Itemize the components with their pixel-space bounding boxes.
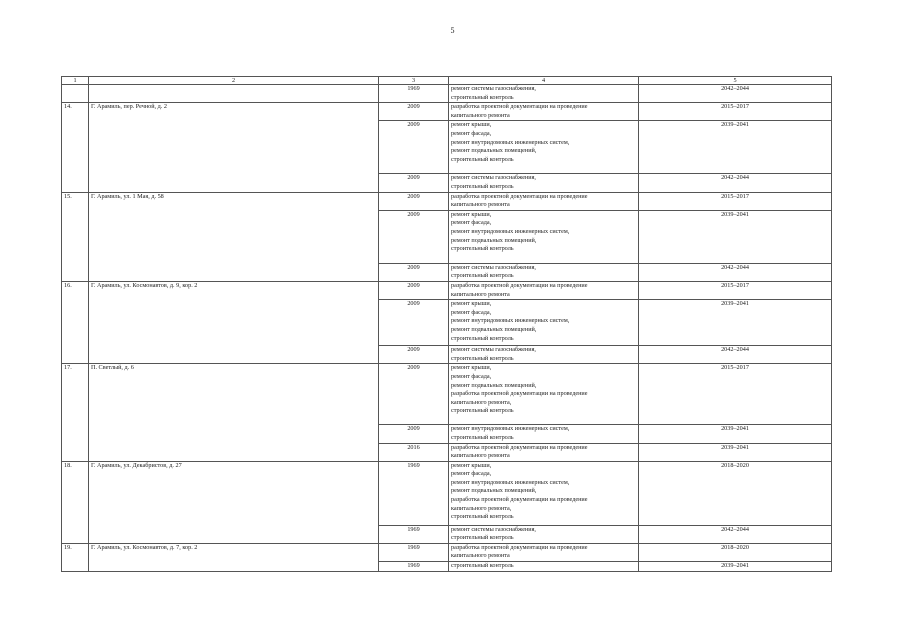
repair-period: 2039–2041 [639, 121, 832, 174]
work-types: разработка проектной документации на проведение капитального ремонта [449, 443, 639, 461]
build-year: 2009 [379, 364, 449, 425]
work-types: строительный контроль [449, 562, 639, 572]
repair-period: 2042–2044 [639, 263, 832, 281]
row-number: 17. [62, 364, 89, 461]
header-cell: 5 [639, 77, 832, 85]
work-types: разработка проектной документации на проведение капитального ремонта [449, 192, 639, 210]
work-types: ремонт крыши, ремонт фасада, ремонт внутридомовых инженерных систем, ремонт подвальных помещений, строительный контроль [449, 121, 639, 174]
table-row [62, 281, 832, 299]
repair-period: 2015–2017 [639, 364, 832, 425]
work-types: ремонт крыши, ремонт фасада, ремонт внутридомовых инженерных систем, ремонт подвальных помещений, строительный контроль [449, 210, 639, 263]
header-cell: 2 [89, 77, 379, 85]
table-row [62, 461, 832, 525]
house-address: П. Светлый, д. 6 [89, 364, 379, 461]
repair-period: 2042–2044 [639, 346, 832, 364]
header-cell: 3 [379, 77, 449, 85]
work-types: ремонт системы газоснабжения, строительный контроль [449, 346, 639, 364]
build-year: 2009 [379, 263, 449, 281]
house-address: Г. Арамиль, ул. Космонавтов, д. 9, кор. 2 [89, 281, 379, 363]
repair-period: 2042–2044 [639, 525, 832, 543]
repair-period: 2042–2044 [639, 85, 832, 103]
work-types: разработка проектной документации на проведение капитального ремонта [449, 281, 639, 299]
house-address: Г. Арамиль, ул. 1 Мая, д. 58 [89, 192, 379, 281]
repair-schedule-table [61, 76, 832, 572]
repair-period: 2018–2020 [639, 461, 832, 525]
row-number [62, 85, 89, 103]
table-header-row [62, 77, 832, 85]
build-year: 2009 [379, 281, 449, 299]
repair-period: 2042–2044 [639, 174, 832, 192]
build-year: 2009 [379, 174, 449, 192]
row-number: 15. [62, 192, 89, 281]
house-address [89, 85, 379, 103]
build-year: 1969 [379, 525, 449, 543]
work-types: разработка проектной документации на проведение капитального ремонта [449, 543, 639, 561]
row-number: 16. [62, 281, 89, 363]
table-row [62, 364, 832, 425]
repair-period: 2039–2041 [639, 443, 832, 461]
row-number: 18. [62, 461, 89, 543]
repair-period: 2015–2017 [639, 281, 832, 299]
table-row [62, 192, 832, 210]
build-year: 1969 [379, 461, 449, 525]
house-address: Г. Арамиль, ул. Декабристов, д. 27 [89, 461, 379, 543]
house-address: Г. Арамиль, пер. Речной, д. 2 [89, 103, 379, 192]
repair-period: 2018–2020 [639, 543, 832, 561]
table-row [62, 85, 832, 103]
build-year: 2009 [379, 346, 449, 364]
work-types: ремонт внутридомовых инженерных систем, строительный контроль [449, 425, 639, 443]
build-year: 2009 [379, 210, 449, 263]
build-year: 1969 [379, 85, 449, 103]
work-types: ремонт системы газоснабжения, строительный контроль [449, 263, 639, 281]
work-types: ремонт системы газоснабжения, строительный контроль [449, 85, 639, 103]
header-cell: 4 [449, 77, 639, 85]
work-types: ремонт крыши, ремонт фасада, ремонт внутридомовых инженерных систем, ремонт подвальных помещений, разработка проектной документации на проведение капитального ремонта, строительный контроль [449, 461, 639, 525]
build-year: 2009 [379, 103, 449, 121]
build-year: 2009 [379, 192, 449, 210]
header-cell: 1 [62, 77, 89, 85]
work-types: ремонт крыши, ремонт фасада, ремонт внутридомовых инженерных систем, ремонт подвальных помещений, строительный контроль [449, 300, 639, 346]
house-address: Г. Арамиль, ул. Космонавтов, д. 7, кор. 2 [89, 543, 379, 571]
build-year: 2009 [379, 425, 449, 443]
build-year: 2009 [379, 300, 449, 346]
work-types: ремонт системы газоснабжения, строительный контроль [449, 525, 639, 543]
build-year: 1969 [379, 562, 449, 572]
repair-period: 2039–2041 [639, 562, 832, 572]
table-row [62, 543, 832, 561]
page-number: 5 [450, 26, 455, 35]
repair-period: 2015–2017 [639, 103, 832, 121]
table-row [62, 103, 832, 121]
repair-period: 2039–2041 [639, 210, 832, 263]
repair-period: 2015–2017 [639, 192, 832, 210]
work-types: ремонт крыши, ремонт фасада, ремонт подвальных помещений, разработка проектной документации на проведение капитального ремонта, строительный контроль [449, 364, 639, 425]
build-year: 2016 [379, 443, 449, 461]
repair-period: 2039–2041 [639, 300, 832, 346]
build-year: 2009 [379, 121, 449, 174]
row-number: 14. [62, 103, 89, 192]
work-types: разработка проектной документации на проведение капитального ремонта [449, 103, 639, 121]
row-number: 19. [62, 543, 89, 571]
repair-period: 2039–2041 [639, 425, 832, 443]
build-year: 1969 [379, 543, 449, 561]
work-types: ремонт системы газоснабжения, строительный контроль [449, 174, 639, 192]
